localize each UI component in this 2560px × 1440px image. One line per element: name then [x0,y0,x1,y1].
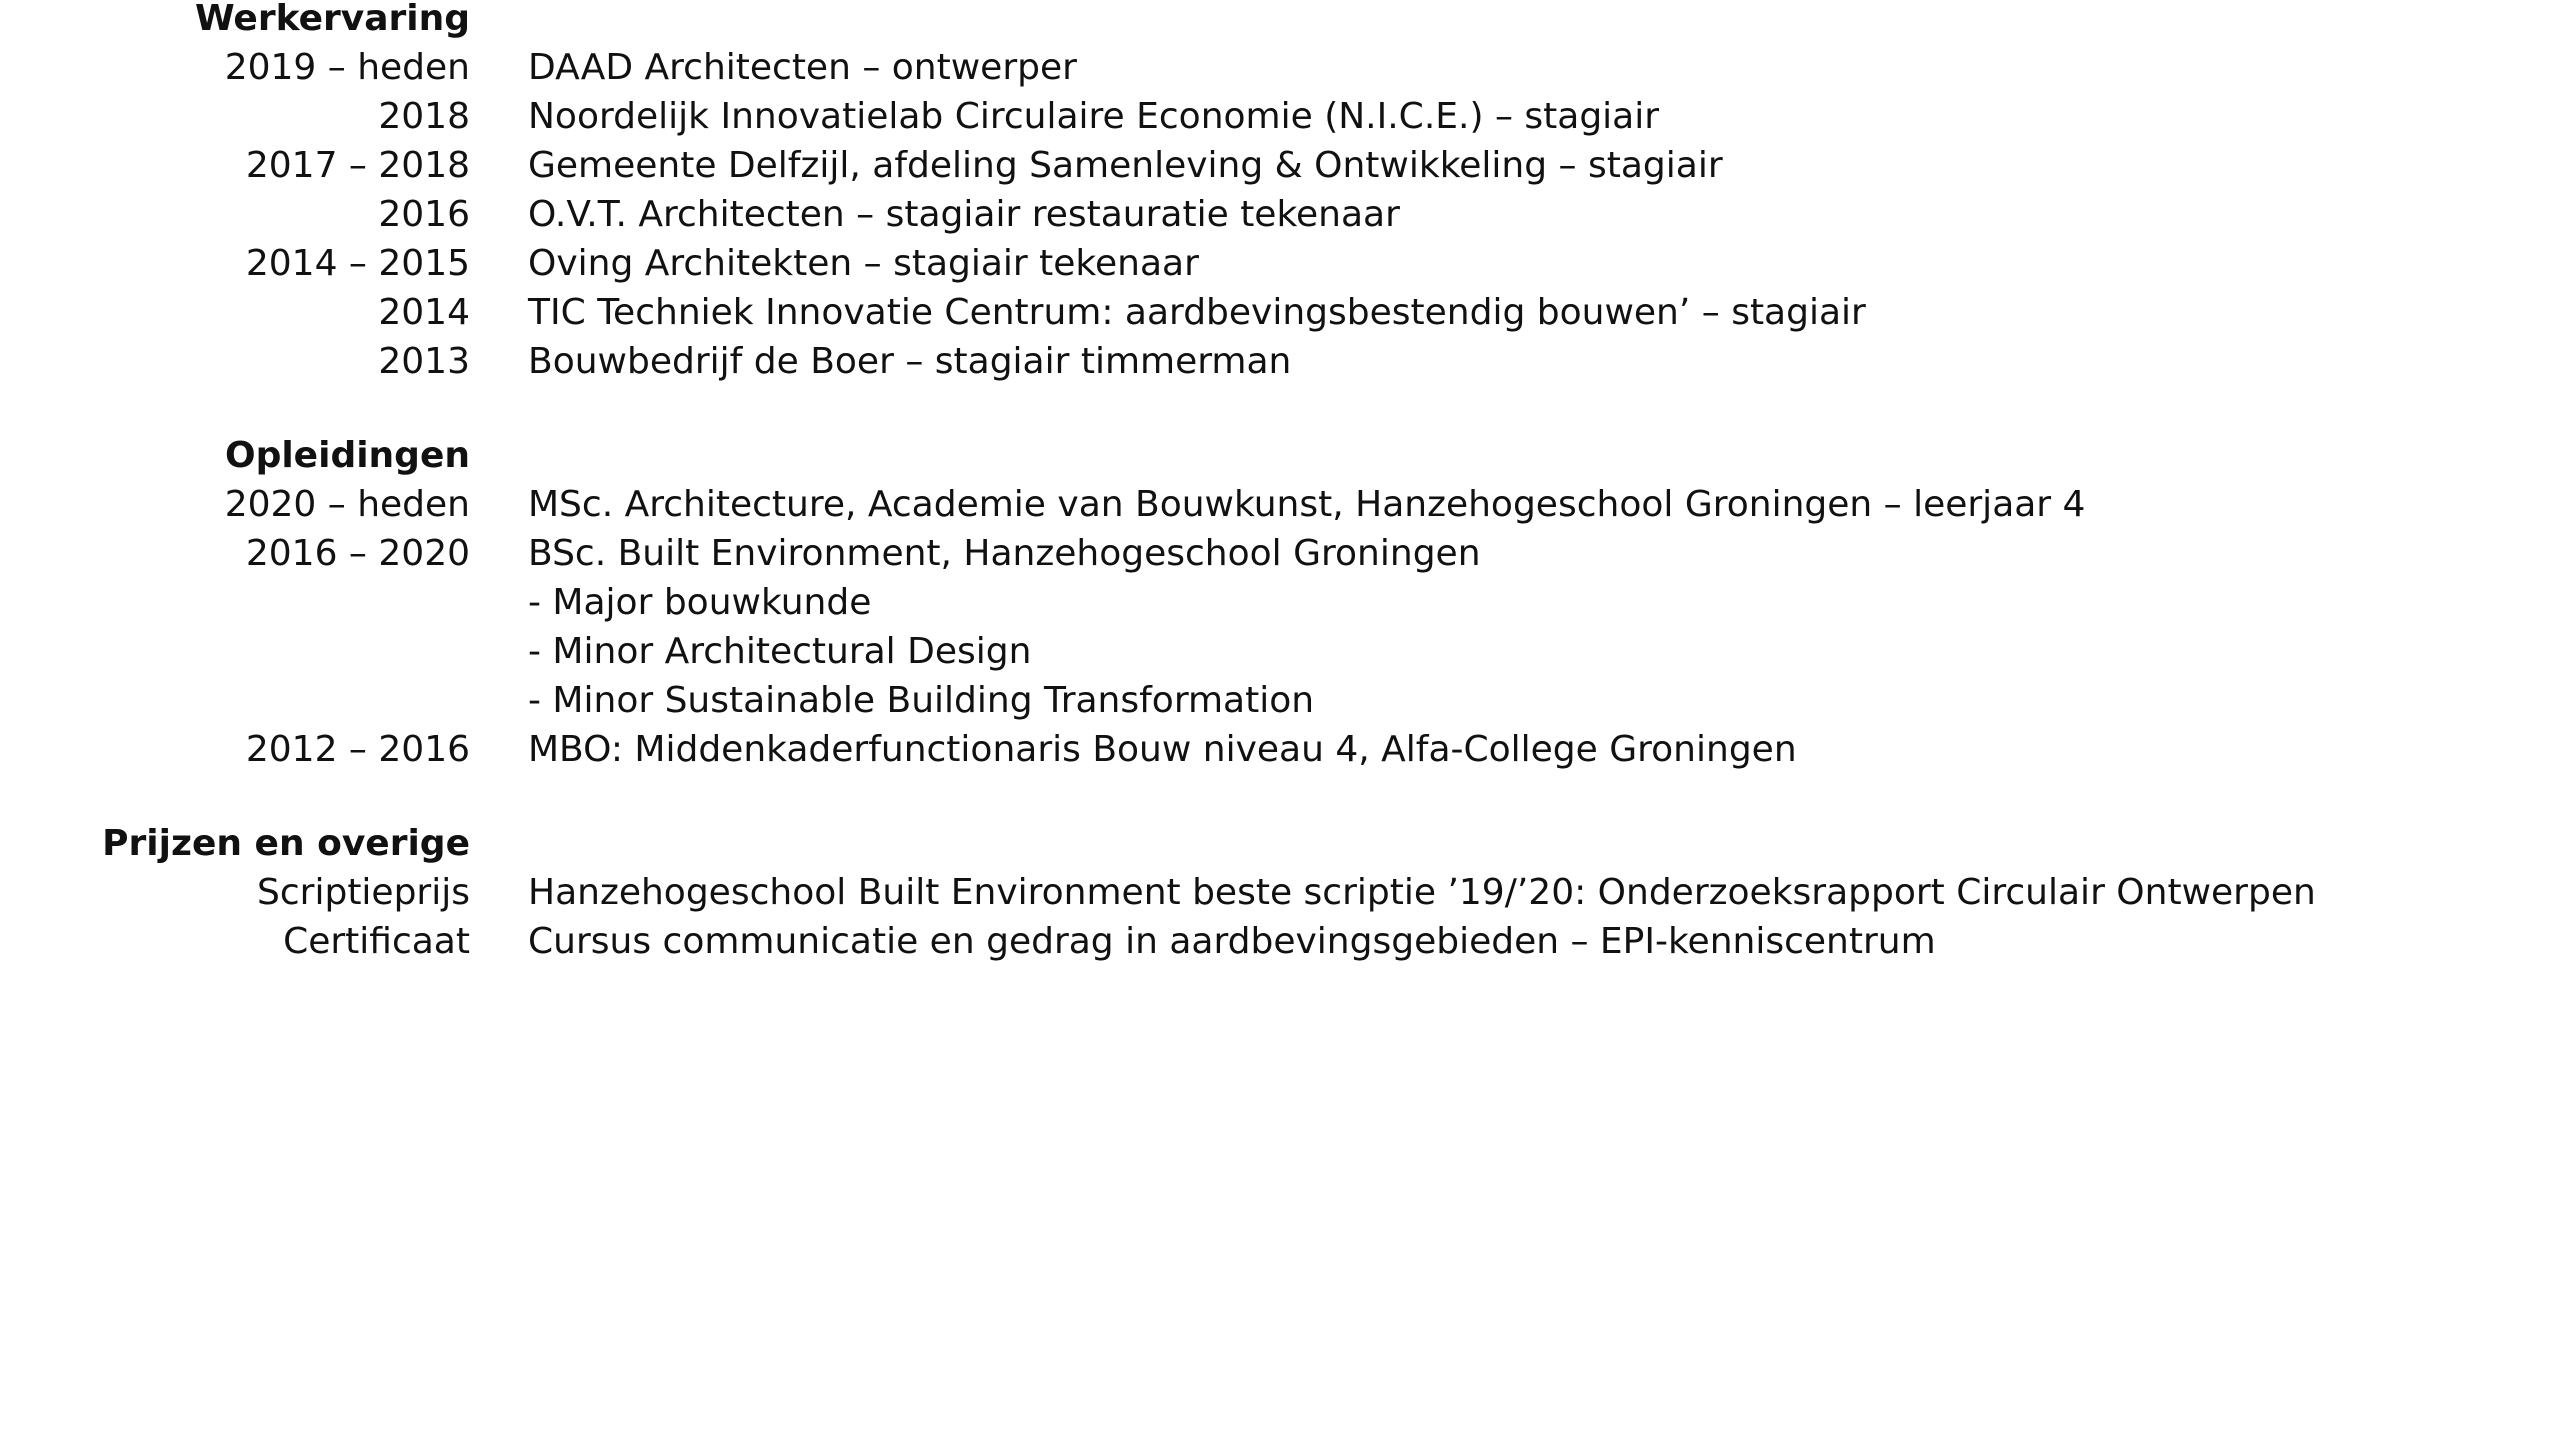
item-description: Bouwbedrijf de Boer – stagiair timmerman [528,341,1292,382]
item-description: - Major bouwkunde [528,582,872,623]
item-description: Noordelijk Innovatielab Circulaire Economie (N.I.C.E.) – stagiair [528,96,1660,137]
section-heading: Prijzen en overige [102,823,470,864]
list-item [0,917,2560,966]
item-period: 2012 – 2016 [245,729,470,770]
list-item [0,480,2560,529]
item-category: Certificaat [283,921,470,962]
list-item [0,43,2560,92]
list-item [0,529,2560,578]
list-item [0,190,2560,239]
item-period: 2013 [378,341,470,382]
item-description: DAAD Architecten – ontwerper [528,47,1077,88]
section-heading-row [0,819,2560,868]
list-item [0,868,2560,917]
item-description: O.V.T. Architecten – stagiair restauratie tekenaar [528,194,1400,235]
section-heading-row [0,0,2560,43]
list-item [0,578,2560,627]
list-item [0,627,2560,676]
item-period: 2018 [378,96,470,137]
item-period: 2014 – 2015 [245,243,470,284]
item-description: MBO: Middenkaderfunctionaris Bouw niveau 4, Alfa-College Groningen [528,729,1797,770]
section-heading: Werkervaring [195,0,470,39]
list-item [0,141,2560,190]
list-item [0,239,2560,288]
item-description: Cursus communicatie en gedrag in aardbevingsgebieden – EPI-kenniscentrum [528,921,1936,962]
list-item [0,725,2560,774]
item-period: 2016 – 2020 [245,533,470,574]
item-description: BSc. Built Environment, Hanzehogeschool Groningen [528,533,1481,574]
list-item [0,288,2560,337]
item-description: Oving Architekten – stagiair tekenaar [528,243,1199,284]
item-description: Hanzehogeschool Built Environment beste scriptie ’19/’20: Onderzoeksrapport Circulair Ontwerpen [528,872,2316,913]
list-item [0,92,2560,141]
item-description: - Minor Sustainable Building Transformation [528,680,1315,721]
item-period: 2020 – heden [224,484,470,525]
section-heading: Opleidingen [224,435,470,476]
list-item [0,337,2560,386]
item-period: 2019 – heden [224,47,470,88]
item-period: 2016 [378,194,470,235]
section-heading-row [0,431,2560,480]
item-description: Gemeente Delfzijl, afdeling Samenleving & Ontwikkeling – stagiair [528,145,1723,186]
item-period: 2014 [378,292,470,333]
item-period: 2017 – 2018 [245,145,470,186]
item-category: Scriptieprijs [257,872,470,913]
item-description: TIC Techniek Innovatie Centrum: aardbevingsbestendig bouwen’ – stagiair [528,292,1866,333]
item-description: MSc. Architecture, Academie van Bouwkunst, Hanzehogeschool Groningen – leerjaar 4 [528,484,2086,525]
item-description: - Minor Architectural Design [528,631,1032,672]
list-item [0,676,2560,725]
